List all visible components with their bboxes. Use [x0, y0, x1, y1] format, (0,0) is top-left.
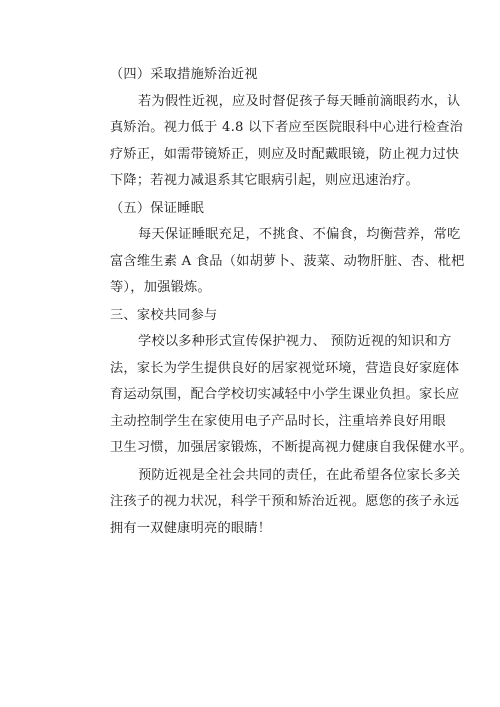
paragraph-line: 拥有一双健康明亮的眼睛！	[110, 520, 272, 536]
paragraph-line: 若为假性近视，应及时督促孩子每天睡前滴眼药水，认	[138, 93, 461, 109]
paragraph-line: 真矫治。视力低于 4.8 以下者应至医院眼科中心进行检查治	[110, 120, 464, 135]
paragraph-line: 等），加强锻炼。	[110, 280, 211, 295]
paragraph-line: 法，家长为学生提供良好的居家视觉环境，营造良好家庭体	[110, 360, 460, 376]
paragraph-line: 下降；若视力减退系其它眼病引起，则应迅速治疗。	[110, 173, 420, 188]
closing-paragraph	[82, 463, 461, 543]
section-3-paragraph	[82, 329, 473, 462]
paragraph-line: 注孩子的视力状况，科学干预和矫治近视。愿您的孩子永远	[110, 494, 460, 509]
section-4-paragraph	[82, 89, 464, 195]
paragraph-line: 育运动氛围，配合学校切实减轻中小学生课业负担。家长应	[110, 387, 460, 402]
paragraph-line: 富含维生素 A 食品（如胡萝卜、菠菜、动物肝脏、杏、枇杷	[110, 253, 465, 269]
paragraph-line: 学校以多种形式宣传保护视力、 预防近视的知识和方	[138, 334, 452, 349]
document-body	[82, 62, 473, 542]
paragraph-line: 预防近视是全社会共同的责任，在此希望各位家长多关	[138, 467, 461, 483]
paragraph-line: 每天保证睡眠充足，不挑食、不偏食，均衡营养，常吃	[138, 227, 461, 242]
section-heading-4: （四）采取措施矫治近视	[110, 67, 258, 82]
section-5-paragraph	[82, 222, 465, 302]
section-heading-5: （五）保证睡眠	[110, 200, 205, 216]
paragraph-line: 疗矫正，如需带镜矫正，则应及时配戴眼镜，防止视力过快	[110, 146, 460, 162]
section-heading-3: 三、家校共同参与	[110, 307, 218, 323]
paragraph-line: 主动控制学生在家使用电子产品时长，注重培养良好用眼	[110, 413, 446, 429]
paragraph-line: 卫生习惯，加强居家锻炼，不断提高视力健康自我保健水平。	[110, 440, 473, 455]
